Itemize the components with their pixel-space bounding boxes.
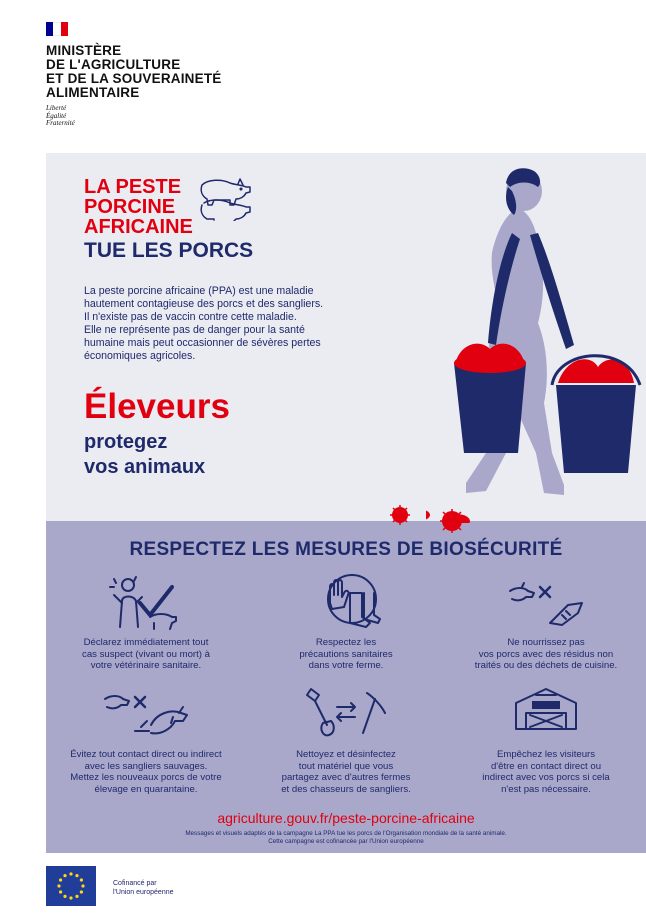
eleveurs-heading: Éleveurs: [84, 387, 230, 426]
eu-cofunding: Cofinancé par l'Union européenne: [113, 880, 174, 896]
measure-restrict-visitors: Empêchez les visiteurs d'être en contact direct ou indirect avec vos porcs si cela n'est pas nécessaire.: [446, 685, 646, 795]
protect-animals-heading: protegez vos animaux: [84, 431, 206, 478]
farm-no-visitors-icon: [506, 685, 586, 743]
eu-star: [75, 874, 78, 877]
no-contact-boar-icon: [101, 685, 191, 743]
republic-motto: Liberté Égalité Fraternité: [46, 104, 75, 127]
campaign-note: Messages et visuels adaptés de la campagne La PPA tue les porcs de l'Organisation mondiale de la santé animale. Cette campagne est cofinancée par l'Union européenne: [185, 830, 507, 845]
eu-star: [59, 890, 62, 893]
eu-star: [69, 896, 72, 899]
biosecurity-title: RESPECTEZ LES MESURES DE BIOSÉCURITÉ: [129, 539, 563, 560]
eu-star: [81, 884, 84, 887]
no-feeding-scraps-icon: [506, 573, 586, 631]
measure-declare-suspect: Déclarez immédiatement tout cas suspect (vivant ou mort) à votre vétérinaire sanitaire.: [46, 573, 246, 672]
marianne-flag-icon: [46, 22, 68, 36]
eu-star: [80, 878, 83, 881]
eu-star: [63, 874, 66, 877]
eu-star: [75, 895, 78, 898]
pig-outline-icon: [194, 175, 256, 221]
gloves-boots-icon: [306, 573, 386, 631]
poster: [46, 153, 646, 853]
eu-star: [57, 884, 60, 887]
eu-star: [59, 878, 62, 881]
food-scraps-icon: [380, 501, 500, 535]
ministry-name: MINISTÈRE DE L'AGRICULTURE ET DE LA SOUVERAINETÉ ALIMENTAIRE: [46, 43, 222, 100]
eu-flag-icon: [46, 866, 96, 906]
woman-carrying-buckets-illustration: [426, 153, 646, 523]
eu-star: [63, 895, 66, 898]
poster-headline: LA PESTE PORCINE AFRICAINE TUE LES PORCS: [84, 176, 254, 262]
measure-no-kitchen-scraps: Ne nourrissez pas vos porcs avec des résidus non traités ou des déchets de cuisine.: [446, 573, 646, 672]
measure-disinfect-equipment: Nettoyez et désinfectez tout matériel que vous partagez avec d'autres fermes et des chasseurs de sangliers.: [246, 685, 446, 795]
disease-intro: La peste porcine africaine (PPA) est une maladie hautement contagieuse des porcs et des sangliers. Il n'existe pas de vaccin contre cette maladie. Elle ne représente pas de danger pour la santé humaine mais peut occasionner de sévères pertes économiques agricoles.: [84, 285, 324, 362]
disinfect-tools-icon: [301, 685, 391, 743]
vet-check-pig-icon: [106, 573, 186, 631]
eu-star: [80, 890, 83, 893]
eu-star: [69, 872, 72, 875]
campaign-url[interactable]: agriculture.gouv.fr/peste-porcine-africaine: [217, 810, 475, 826]
measure-avoid-wild-boar: Évitez tout contact direct ou indirect avec les sangliers sauvages. Mettez les nouveaux porcs de votre élevage en quarantaine.: [46, 685, 246, 795]
measure-sanitary-precautions: Respectez les précautions sanitaires dans votre ferme.: [246, 573, 446, 672]
ministry-header: [46, 22, 221, 128]
